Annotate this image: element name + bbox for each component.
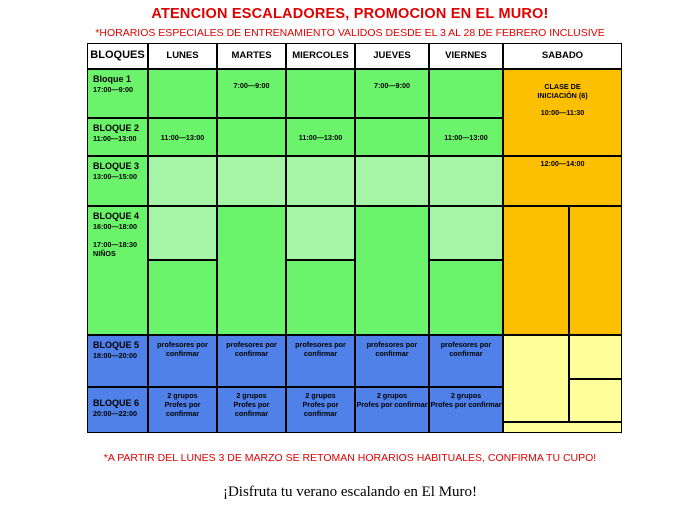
b1-miercoles	[287, 70, 354, 117]
block-extra-time: 17:00—18:30	[93, 240, 137, 250]
b1-martes	[218, 70, 285, 117]
time-slot: 7:00—9:00	[374, 81, 410, 90]
b2-lunes	[149, 119, 216, 155]
pending-teachers: profesores por confirmar	[440, 340, 492, 358]
b4-jueves	[356, 207, 428, 334]
pending-teachers: Profes por confirmar	[430, 400, 502, 409]
b6-miercoles	[287, 388, 354, 432]
block-time: 20:00—22:00	[93, 409, 137, 419]
pending-teachers: profesores por confirmar	[157, 340, 208, 358]
block-6-label	[88, 388, 147, 432]
b6-jueves	[356, 388, 428, 432]
b2-martes	[218, 119, 285, 155]
block-name: BLOQUE 5	[93, 340, 140, 350]
sabado-b4-right	[570, 207, 621, 334]
b3-martes	[218, 157, 285, 205]
sabado-last-row	[504, 423, 621, 432]
block-time: 11:00—13:00	[93, 134, 137, 144]
page-title: ATENCION ESCALADORES, PROMOCION EN EL MURO!	[151, 6, 549, 22]
b4-martes	[218, 207, 285, 334]
block-1-label	[88, 70, 147, 117]
b1-lunes	[149, 70, 216, 117]
block-name: BLOQUE 3	[93, 161, 140, 171]
b6-martes	[218, 388, 285, 432]
header-sabado: SABADO	[504, 44, 621, 68]
b6-viernes	[430, 388, 502, 432]
header-miercoles: MIERCOLES	[287, 44, 354, 68]
block-name: BLOQUE 2	[93, 123, 140, 133]
block-3-label	[88, 157, 147, 205]
schedule-validity-note: *HORARIOS ESPECIALES DE ENTRENAMIENTO VALIDOS DESDE EL 3 AL 28 DE FEBRERO INCLUSIVE	[95, 27, 605, 39]
b5-miercoles	[287, 336, 354, 386]
b3-jueves	[356, 157, 428, 205]
closing-message: ¡Disfruta tu verano escalando en El Muro!	[222, 484, 478, 500]
header-lunes: LUNES	[149, 44, 216, 68]
time-slot: 11:00—13:00	[298, 132, 343, 142]
block-2-label	[88, 119, 147, 155]
block-name: BLOQUE 4	[93, 211, 140, 221]
pending-teachers: profesores por confirmar	[226, 340, 277, 358]
b2-jueves	[356, 119, 428, 155]
sabado-evening-right-bottom	[570, 380, 621, 421]
footer-note: *A PARTIR DEL LUNES 3 DE MARZO SE RETOMAN HORARIOS HABITUALES, CONFIRMA TU CUPO!	[103, 452, 597, 464]
pending-teachers: Profes por confirmar	[302, 400, 339, 418]
time-slot: 11:00—13:00	[444, 132, 488, 142]
b2-viernes	[430, 119, 502, 155]
b1-jueves	[356, 70, 428, 117]
pending-teachers: profesores por confirmar	[366, 340, 418, 358]
sabado-b4-left	[504, 207, 568, 334]
sabado-b2	[504, 157, 621, 205]
header-viernes: VIERNES	[430, 44, 502, 68]
block-extra-label: NIÑOS	[93, 249, 116, 259]
pending-teachers: Profes por confirmar	[233, 400, 270, 418]
b5-lunes	[149, 336, 216, 386]
groups-count: 2 grupos	[236, 391, 267, 400]
groups-count: 2 grupos	[167, 391, 198, 400]
b2-miercoles	[287, 119, 354, 155]
block-time: 18:00—20:00	[93, 351, 137, 361]
class-title: CLASE DE INICIACIÓN (6)	[537, 82, 588, 100]
class-time: 10:00—11:30	[540, 108, 585, 117]
block-time: 13:00—15:00	[93, 172, 137, 182]
b4-lunes-bottom	[149, 261, 216, 334]
block-name: BLOQUE 6	[93, 398, 140, 408]
pending-teachers: Profes por confirmar	[164, 400, 201, 418]
b4-viernes-top	[430, 207, 502, 259]
b4-miercoles-top	[287, 207, 354, 259]
time-slot: 7:00—9:00	[233, 81, 270, 90]
b5-jueves	[356, 336, 428, 386]
header-bloques: BLOQUES	[88, 44, 147, 68]
groups-count: 2 grupos	[450, 391, 482, 400]
b6-lunes	[149, 388, 216, 432]
block-5-label	[88, 336, 147, 386]
sabado-evening-left	[504, 336, 568, 421]
b5-viernes	[430, 336, 502, 386]
groups-count: 2 grupos	[305, 391, 336, 400]
block-4-label	[88, 207, 147, 334]
header-jueves: JUEVES	[356, 44, 428, 68]
b5-martes	[218, 336, 285, 386]
block-time: 16:00—18:00	[93, 222, 137, 232]
pending-teachers: profesores por confirmar	[295, 340, 346, 358]
b3-viernes	[430, 157, 502, 205]
b3-lunes	[149, 157, 216, 205]
groups-count: 2 grupos	[376, 391, 408, 400]
time-slot: 12:00—14:00	[540, 159, 585, 168]
pending-teachers: Profes por confirmar	[356, 400, 428, 409]
b1-viernes	[430, 70, 502, 117]
sabado-evening-right-top	[570, 336, 621, 378]
block-name: Bloque 1	[93, 74, 132, 84]
sabado-clase-iniciacion	[504, 70, 621, 155]
time-slot: 11:00—13:00	[160, 132, 205, 142]
schedule-table	[87, 43, 622, 433]
block-time: 17:00—9:00	[93, 85, 133, 95]
b3-miercoles	[287, 157, 354, 205]
b4-lunes-top	[149, 207, 216, 259]
b4-viernes-bottom	[430, 261, 502, 334]
b4-miercoles-bottom	[287, 261, 354, 334]
header-martes: MARTES	[218, 44, 285, 68]
